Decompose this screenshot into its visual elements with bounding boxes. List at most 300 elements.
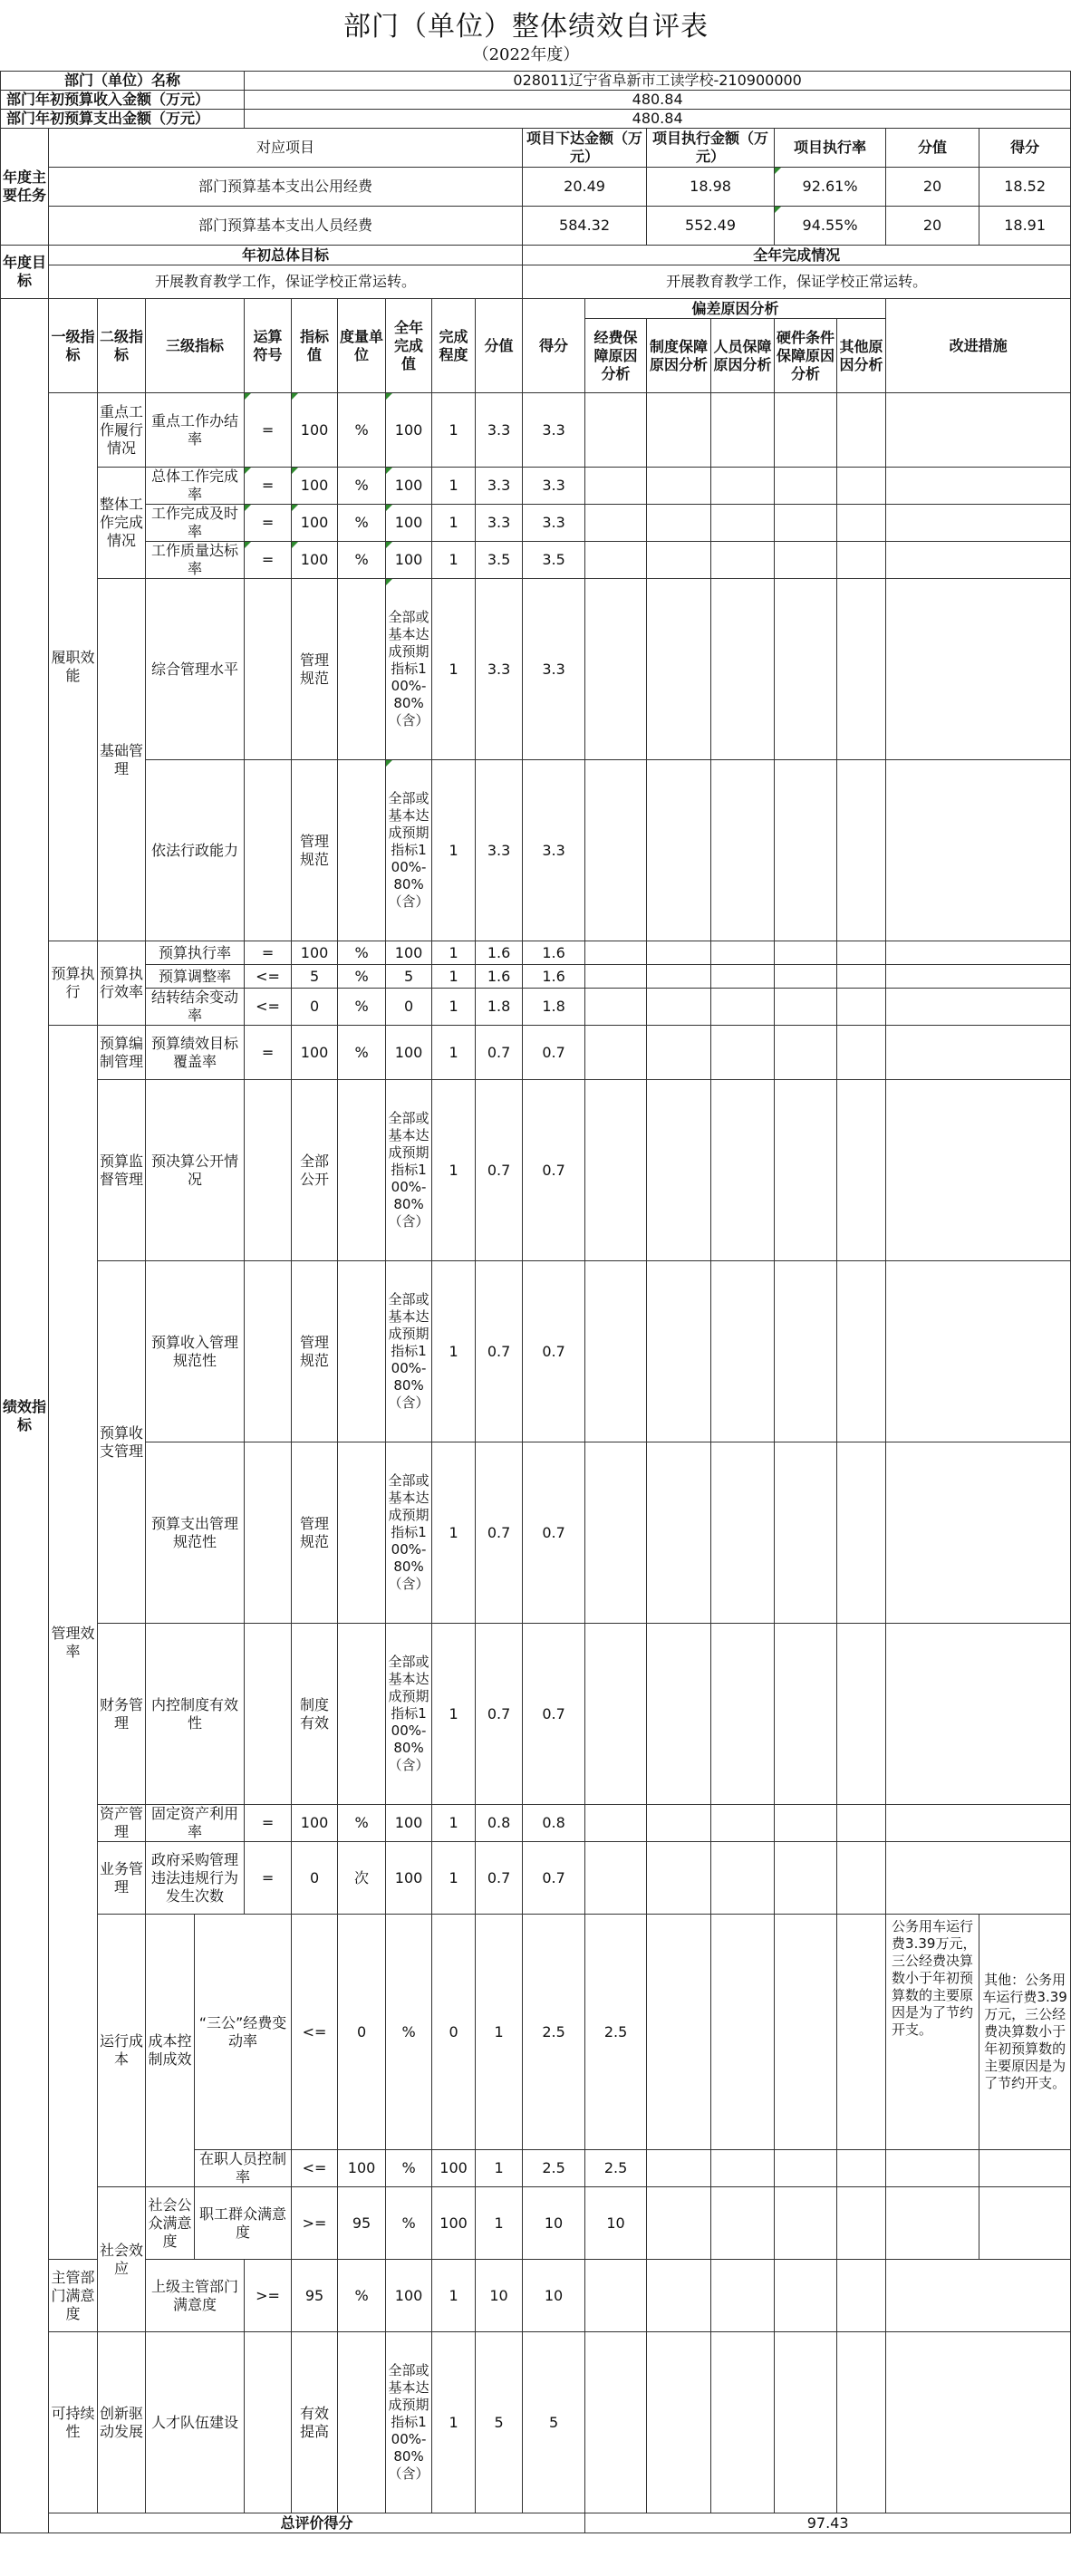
empty-cell [775,1442,837,1624]
table-cell: 5 [476,2332,523,2513]
table-cell: 100 [292,542,338,579]
table-cell: 3.5 [523,542,585,579]
table-cell: 预算收入管理规范性 [146,1261,245,1442]
empty-cell [711,1915,775,2150]
table-cell: 100 [292,505,338,542]
table-cell: 1 [432,468,476,505]
table-cell: 20 [886,207,979,246]
empty-cell [585,2260,647,2332]
table-cell [338,579,386,760]
dept-name-value: 028011辽宁省阜新市工读学校-210900000 [245,72,1071,91]
table-cell: 上级主管部门满意度 [146,2260,245,2332]
empty-cell [711,760,775,941]
empty-cell [711,542,775,579]
empty-cell [837,965,886,989]
empty-cell [886,505,1071,542]
table-cell: 管理规范 [292,579,338,760]
table-cell: <= [245,989,292,1026]
empty-cell [775,2187,837,2260]
empty-cell [711,941,775,965]
table-cell: 1 [432,2260,476,2332]
table-cell: 全部或基本达成预期指标100%-80%（含） [386,1442,432,1624]
table-cell: 5 [386,965,432,989]
col-reason-other: 其他原因分析 [837,319,886,393]
table-cell: 1.8 [523,989,585,1026]
table-cell: 2.5 [585,1915,647,2150]
empty-cell [647,2332,711,2513]
l2-dept-sat: 主管部门满意度 [49,2260,98,2332]
table-cell: 3.3 [476,468,523,505]
table-cell: 1 [432,1624,476,1805]
empty-cell [837,1805,886,1842]
table-cell: 0.7 [523,1026,585,1080]
empty-cell [775,505,837,542]
table-cell: = [245,505,292,542]
empty-cell [886,965,1071,989]
table-cell: 100 [386,1805,432,1842]
empty-cell [647,941,711,965]
empty-cell [711,468,775,505]
empty-cell [647,1805,711,1842]
initial-goal-header: 年初总体目标 [49,246,523,265]
table-cell: 0.7 [476,1080,523,1261]
perf-indicators-label: 绩效指标 [1,299,49,2533]
table-cell: 2.5 [585,2150,647,2187]
table-cell: 1 [432,989,476,1026]
empty-cell [775,2332,837,2513]
table-cell [245,1080,292,1261]
table-cell: = [245,1026,292,1080]
total-value: 97.43 [585,2513,1071,2533]
table-cell: 3.3 [476,505,523,542]
empty-cell [775,1915,837,2150]
table-cell: 20 [886,168,979,207]
empty-cell [775,1261,837,1442]
empty-cell [585,1080,647,1261]
l2-innovation: 创新驱动发展 [98,2332,146,2513]
annual-tasks-label: 年度主要任务 [1,129,49,246]
table-cell: 预算执行率 [146,941,245,965]
table-cell: 工作质量达标率 [146,542,245,579]
table-cell: 重点工作办结率 [146,393,245,468]
table-cell: 20.49 [523,168,647,207]
l2-budget-income: 预算收支管理 [98,1261,146,1624]
col-op: 运算符号 [245,299,292,393]
table-cell: 有效提高 [292,2332,338,2513]
table-cell: 3.5 [476,542,523,579]
table-cell: 100 [432,2150,476,2187]
table-cell: 1.6 [523,941,585,965]
table-cell: 100 [292,393,338,468]
col-issued: 项目下达金额（万元） [523,129,647,168]
table-cell: 预算调整率 [146,965,245,989]
empty-cell [585,1261,647,1442]
table-row [1,505,1071,542]
empty-cell [886,2260,1071,2332]
table-cell: 100 [292,941,338,965]
table-cell: 0 [292,989,338,1026]
table-row [1,989,1071,1026]
table-cell: 1 [432,1026,476,1080]
empty-cell [647,579,711,760]
table-row [1,2187,1071,2260]
table-row [1,2332,1071,2513]
empty-cell [886,1261,1071,1442]
empty-cell [585,1026,647,1080]
empty-cell [979,2150,1071,2187]
empty-cell [647,1442,711,1624]
empty-cell [775,393,837,468]
empty-cell [711,2187,775,2260]
table-row [1,2260,1071,2332]
empty-cell [837,1080,886,1261]
table-cell: 10 [476,2260,523,2332]
col-l2: 二级指标 [98,299,146,393]
table-row [1,965,1071,989]
table-cell: 2.5 [523,2150,585,2187]
table-cell [245,2332,292,2513]
col-reason-staff: 人员保障原因分析 [711,319,775,393]
table-cell: 1 [432,393,476,468]
empty-cell [837,2150,886,2187]
l2-finance: 财务管理 [98,1624,146,1805]
empty-cell [585,1442,647,1624]
empty-cell [711,1624,775,1805]
page-title: 部门（单位）整体绩效自评表 [343,11,709,43]
empty-cell [647,1261,711,1442]
table-cell: 3.3 [523,579,585,760]
table-cell: 0.7 [523,1261,585,1442]
col-measures: 改进措施 [886,299,1071,393]
table-cell: 18.52 [979,168,1071,207]
col-reason-fund: 经费保障原因分析 [585,319,647,393]
table-cell: = [245,1805,292,1842]
table-row [1,1442,1071,1624]
empty-cell [837,941,886,965]
empty-cell [886,1842,1071,1915]
table-cell: 1.6 [523,965,585,989]
table-row [1,1915,1071,2150]
empty-cell [775,1026,837,1080]
table-cell [338,1442,386,1624]
table-cell: 100 [432,2187,476,2260]
empty-cell [886,760,1071,941]
table-row [1,1805,1071,1842]
table-cell: 结转结余变动率 [146,989,245,1026]
l2-business: 业务管理 [98,1842,146,1915]
table-row [1,393,1071,468]
table-cell: 固定资产利用率 [146,1805,245,1842]
table-cell: 94.55% [775,207,886,246]
table-cell: 全部或基本达成预期指标100%-80%（含） [386,1624,432,1805]
l2-key-work: 重点工作履行情况 [98,393,146,468]
empty-cell [775,1805,837,1842]
l1-performance: 履职效能 [49,393,98,941]
table-cell: 综合管理水平 [146,579,245,760]
col-item: 对应项目 [49,129,523,168]
col-actual: 全年完成值 [386,299,432,393]
table-row [1,468,1071,505]
table-cell: <= [245,965,292,989]
table-cell: 0.7 [523,1842,585,1915]
empty-cell [886,468,1071,505]
empty-cell [775,468,837,505]
total-label: 总评价得分 [49,2513,585,2533]
table-cell: 1 [432,760,476,941]
table-cell: 100 [386,2260,432,2332]
table-cell: 0.7 [476,1842,523,1915]
table-cell: 全部或基本达成预期指标100%-80%（含） [386,1261,432,1442]
table-cell: 在职人员控制率 [195,2150,292,2187]
table-cell: 工作完成及时率 [146,505,245,542]
table-cell: = [245,941,292,965]
table-cell: 依法行政能力 [146,760,245,941]
col-exec-rate: 项目执行率 [775,129,886,168]
table-cell: 0 [386,989,432,1026]
table-cell: % [386,2150,432,2187]
empty-cell [711,1261,775,1442]
table-cell: 全部或基本达成预期指标100%-80%（含） [386,579,432,760]
table-row [1,1080,1071,1261]
col-l1: 一级指标 [49,299,98,393]
table-row [1,1261,1071,1442]
empty-cell [647,1842,711,1915]
empty-cell [585,941,647,965]
empty-cell [837,989,886,1026]
l2-basic-mgmt: 基础管理 [98,579,146,941]
empty-cell [775,760,837,941]
table-cell: % [386,1915,432,2150]
table-cell: 0.7 [476,1261,523,1442]
table-cell: 10 [523,2260,585,2332]
col-reason-system: 制度保障原因分析 [647,319,711,393]
table-cell [245,1261,292,1442]
table-cell: 0.7 [476,1442,523,1624]
table-cell: 92.61% [775,168,886,207]
empty-cell [585,2332,647,2513]
final-goal-header: 全年完成情况 [523,246,1071,265]
l2-budget-exec: 预算执行效率 [98,941,146,1026]
empty-cell [647,2150,711,2187]
empty-cell [775,2150,837,2187]
empty-cell [585,505,647,542]
table-cell: 100 [386,468,432,505]
empty-cell [886,1805,1071,1842]
table-row [1,941,1071,965]
table-cell: 预决算公开情况 [146,1080,245,1261]
empty-cell [886,2332,1071,2513]
empty-cell [837,2260,886,2332]
empty-cell [711,2260,775,2332]
budget-income-label: 部门年初预算收入金额（万元） [1,91,245,110]
table-cell: <= [292,1915,338,2150]
table-cell: 3.3 [476,579,523,760]
table-cell: 1.6 [476,965,523,989]
empty-cell [775,1624,837,1805]
empty-cell [711,1026,775,1080]
budget-expense-value: 480.84 [245,110,1071,129]
col-target: 指标值 [292,299,338,393]
empty-cell [837,760,886,941]
table-cell: 100 [386,1842,432,1915]
col-perf-got: 得分 [523,299,585,393]
table-cell: 1.8 [476,989,523,1026]
empty-cell [886,989,1071,1026]
empty-cell [647,2187,711,2260]
dept-name-label: 部门（单位）名称 [1,72,245,91]
empty-cell [775,2260,837,2332]
measures-cell: 其他：公务用车运行费3.39万元，三公经费决算数小于年初预算数的主要原因是为了节约开支。 [979,1915,1071,2150]
empty-cell [837,2332,886,2513]
l1-social: 社会效应 [98,2187,146,2332]
empty-cell [647,542,711,579]
l2-overall-work: 整体工作完成情况 [98,468,146,579]
table-cell [338,1080,386,1261]
table-cell: 552.49 [647,207,775,246]
empty-cell [711,989,775,1026]
table-cell: 0.7 [476,1624,523,1805]
other-reason-cell: 公务用车运行费3.39万元，三公经费决算数小于年初预算数的主要原因是为了节约开支。 [886,1915,979,2150]
empty-cell [886,1080,1071,1261]
col-l3: 三级指标 [146,299,245,393]
empty-cell [647,1026,711,1080]
table-cell: 人才队伍建设 [146,2332,245,2513]
table-cell: = [245,468,292,505]
empty-cell [647,505,711,542]
table-cell: 0.7 [523,1080,585,1261]
table-cell: 部门预算基本支出公用经费 [49,168,523,207]
table-cell: 0.8 [476,1805,523,1842]
page-subtitle: （2022年度） [472,45,580,64]
table-cell: 3.3 [476,760,523,941]
empty-cell [837,1026,886,1080]
empty-cell [886,2150,979,2187]
l1-budget-exec-label: 预算执行 [49,941,98,1026]
table-cell: 100 [386,542,432,579]
empty-cell [837,579,886,760]
table-cell: 1 [432,1805,476,1842]
table-cell: 5 [292,965,338,989]
col-degree: 完成程度 [432,299,476,393]
empty-cell [775,989,837,1026]
table-cell: 10 [585,2187,647,2260]
empty-cell [585,1624,647,1805]
table-cell: % [338,965,386,989]
empty-cell [886,941,1071,965]
table-cell: 全部或基本达成预期指标100%-80%（含） [386,1080,432,1261]
table-cell [245,1624,292,1805]
table-cell: 95 [338,2187,386,2260]
table-cell: 1 [432,1261,476,1442]
table-cell [245,760,292,941]
l2-public-sat: 社会公众满意度 [146,2187,195,2260]
table-cell: 100 [292,1026,338,1080]
table-cell: 5 [523,2332,585,2513]
table-cell: 制度有效 [292,1624,338,1805]
table-cell: % [386,2187,432,2260]
empty-cell [837,468,886,505]
table-cell: 100 [292,1805,338,1842]
empty-cell [775,941,837,965]
empty-cell [711,1080,775,1261]
table-row [1,760,1071,941]
table-row [1,542,1071,579]
empty-cell [647,2260,711,2332]
empty-cell [886,1026,1071,1080]
table-cell: 0.8 [523,1805,585,1842]
empty-cell [711,2332,775,2513]
table-cell: % [338,393,386,468]
empty-cell [711,2150,775,2187]
table-cell: 100 [386,393,432,468]
table-cell: 1 [432,1842,476,1915]
empty-cell [711,505,775,542]
empty-cell [711,393,775,468]
table-cell: <= [292,2150,338,2187]
annual-goals-label: 年度目标 [1,246,49,299]
table-cell: 1 [476,2187,523,2260]
table-cell: % [338,1026,386,1080]
empty-cell [585,989,647,1026]
table-cell: 3.3 [523,760,585,941]
table-cell: % [338,468,386,505]
empty-cell [647,760,711,941]
l2-asset: 资产管理 [98,1805,146,1842]
empty-cell [837,542,886,579]
evaluation-table [0,71,1071,2533]
table-cell: 18.98 [647,168,775,207]
empty-cell [647,468,711,505]
empty-cell [837,1915,886,2150]
table-row [1,1624,1071,1805]
table-cell: % [338,2260,386,2332]
deviation-header: 偏差原因分析 [585,299,886,319]
empty-cell [711,1805,775,1842]
table-cell: 职工群众满意度 [195,2187,292,2260]
table-cell: 1 [432,941,476,965]
empty-cell [837,1261,886,1442]
empty-cell [886,2187,979,2260]
empty-cell [585,965,647,989]
empty-cell [886,1624,1071,1805]
empty-cell [775,965,837,989]
empty-cell [647,1915,711,2150]
table-row [1,1026,1071,1080]
empty-cell [585,1842,647,1915]
col-perf-score: 分值 [476,299,523,393]
empty-cell [647,965,711,989]
task-row [1,207,1071,246]
empty-cell [647,1080,711,1261]
table-cell: 3.3 [523,505,585,542]
table-cell: >= [292,2187,338,2260]
table-cell: 3.3 [523,393,585,468]
table-cell: 1 [432,1442,476,1624]
empty-cell [711,579,775,760]
table-cell: 全部公开 [292,1080,338,1261]
table-cell: 0 [338,1915,386,2150]
table-cell: 1 [432,505,476,542]
table-cell [338,1261,386,1442]
empty-cell [837,1842,886,1915]
table-cell: 1 [432,965,476,989]
empty-cell [585,1805,647,1842]
l2-budget-supervise: 预算监督管理 [98,1080,146,1261]
empty-cell [585,760,647,941]
empty-cell [886,1442,1071,1624]
table-cell: 全部或基本达成预期指标100%-80%（含） [386,2332,432,2513]
table-row [1,579,1071,760]
